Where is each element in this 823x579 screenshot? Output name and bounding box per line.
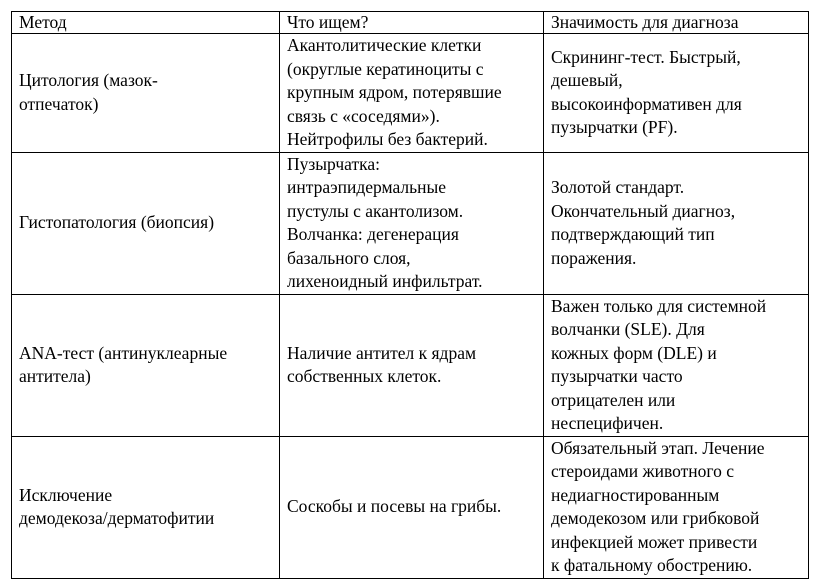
- method-cell: [12, 34, 280, 153]
- header-method: Метод: [12, 12, 280, 34]
- cell-line: Золотой стандарт.: [551, 177, 685, 197]
- cell-line: ANA-тест (антинуклеарные: [19, 342, 228, 363]
- method-cell: [12, 152, 280, 294]
- cell-line: волчанки (SLE). Для: [551, 319, 705, 339]
- header-what: Что ищем?: [280, 12, 544, 34]
- cell-line: демодекоза/дерматофитии: [19, 508, 215, 528]
- cell-line: Исключение: [19, 484, 113, 505]
- cell-line: Гистопатология (биопсия): [19, 212, 215, 233]
- cell-line: к фатальному обострению.: [551, 555, 753, 575]
- cell-line: Наличие антител к ядрам: [287, 342, 477, 363]
- cell-line: высокоинформативен для: [551, 93, 742, 114]
- cell-line: Пузырчатка:: [287, 153, 381, 174]
- cell-line: пузырчатки часто: [551, 366, 683, 386]
- cell-line: стероидами животного с: [551, 461, 735, 481]
- what-cell: [280, 34, 544, 153]
- cell-line: кожных форм (DLE) и: [551, 342, 717, 363]
- methods-table: [11, 11, 809, 579]
- cell-line: Обязательный этап. Лечение: [551, 437, 765, 458]
- cell-line: Волчанка: дегенерация: [287, 224, 459, 244]
- cell-line: (округлые кератиноциты с: [287, 58, 484, 79]
- cell-line: отпечаток): [19, 93, 99, 114]
- table-row: [12, 436, 809, 578]
- cell-line: подтверждающий тип: [551, 224, 715, 244]
- cell-line: Окончательный диагноз,: [551, 200, 736, 221]
- significance-cell: [544, 436, 809, 578]
- cell-line: дешевый,: [551, 70, 623, 91]
- significance-cell: [544, 34, 809, 153]
- what-cell: [280, 436, 544, 578]
- cell-line: Нейтрофилы без бактерий.: [287, 129, 488, 149]
- cell-line: Соскобы и посевы на грибы.: [287, 496, 502, 517]
- cell-line: крупным ядром, потерявшие: [287, 82, 502, 102]
- cell-line: демодекозом или грибковой: [551, 508, 760, 528]
- significance-cell: [544, 294, 809, 436]
- cell-line: антитела): [19, 366, 91, 386]
- cell-line: собственных клеток.: [287, 366, 442, 386]
- cell-line: инфекцией может привести: [551, 531, 758, 552]
- what-cell: [280, 294, 544, 436]
- cell-line: Акантолитические клетки: [287, 35, 482, 55]
- cell-line: неспецифичен.: [551, 413, 664, 433]
- cell-line: интраэпидермальные: [287, 177, 446, 197]
- cell-line: лихеноидный инфильтрат.: [287, 271, 483, 291]
- cell-line: связь с «соседями»).: [287, 105, 440, 126]
- table-row: [12, 34, 809, 153]
- cell-line: пузырчатки (PF).: [551, 117, 678, 138]
- method-cell: [12, 294, 280, 436]
- table-row: [12, 152, 809, 294]
- cell-line: Скрининг-тест. Быстрый,: [551, 46, 741, 67]
- cell-line: базального слоя,: [287, 247, 411, 268]
- header-significance: Значимость для диагноза: [544, 12, 809, 34]
- cell-line: отрицателен или: [551, 389, 676, 410]
- cell-line: Цитология (мазок-: [19, 70, 158, 91]
- method-cell: [12, 436, 280, 578]
- significance-cell: [544, 152, 809, 294]
- what-cell: [280, 152, 544, 294]
- cell-line: Важен только для системной: [551, 295, 767, 316]
- header-row: [12, 12, 809, 34]
- table-row: [12, 294, 809, 436]
- cell-line: недиагностированным: [551, 484, 720, 505]
- cell-line: поражения.: [551, 247, 637, 268]
- cell-line: пустулы с акантолизом.: [287, 200, 464, 221]
